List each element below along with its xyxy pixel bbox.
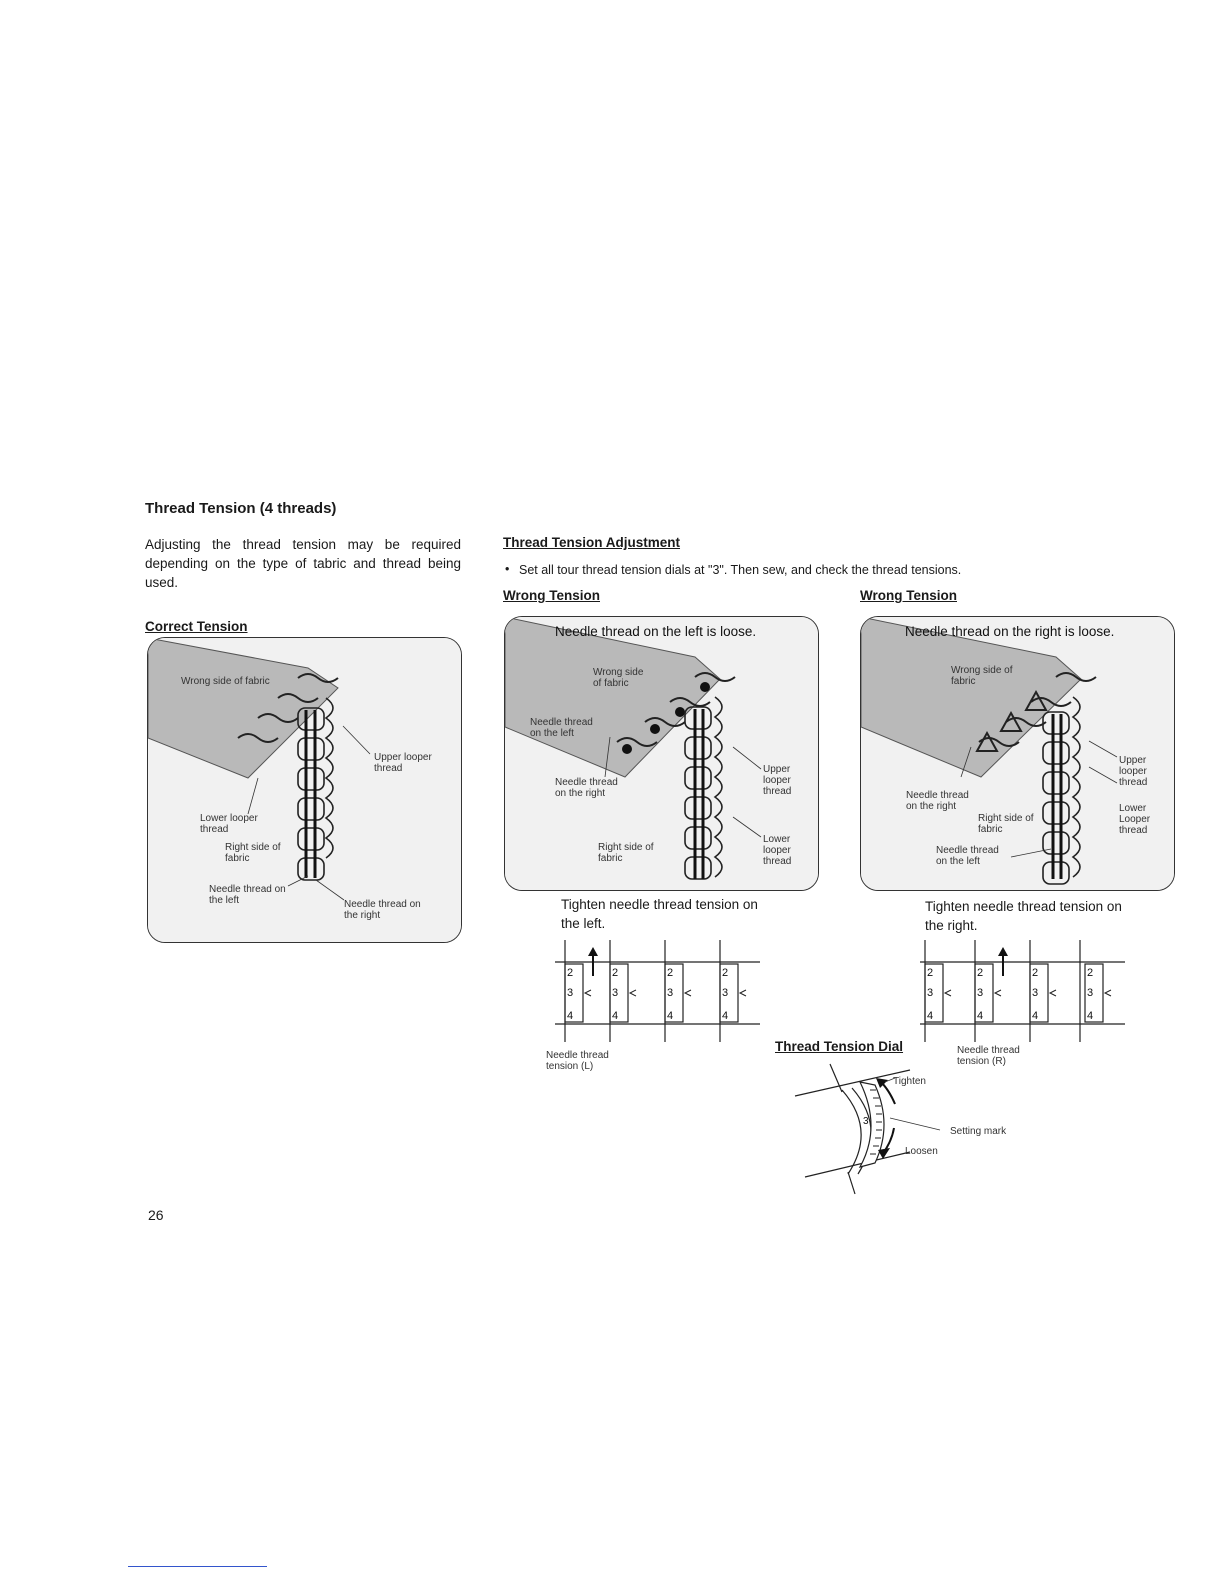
footer-rule: [128, 1566, 267, 1567]
dial-l3-num-2: 2: [667, 967, 674, 979]
bullet: •: [505, 562, 510, 576]
dial-r2-num-2: 2: [977, 967, 984, 979]
wrong-right-caption: Tighten needle thread tension on the right.: [925, 899, 1122, 933]
wr-label-lower-looper: Lower Looper thread: [1119, 803, 1151, 836]
dial-r4-num-4: 4: [1087, 1010, 1094, 1022]
tension-dial-illustration: [790, 1062, 970, 1197]
wl-label-lower-looper: Lower looper thread: [763, 834, 792, 867]
wl-label-right-side: Right side of fabric: [598, 842, 654, 864]
adjustment-instruction: Set all tour thread tension dials at "3". Then sew, and check the thread tensions.: [519, 563, 962, 577]
wl-label-needle-left: Needle thread on the left: [530, 717, 593, 739]
wr-label-upper-looper: Upper looper thread: [1119, 755, 1148, 788]
dial-l1-num-4: 4: [567, 1010, 574, 1022]
dial-l4-num-4: 4: [722, 1010, 729, 1022]
label-wrong-side: Wrong side of fabric: [181, 676, 270, 687]
dial-l3-num-3: 3: [667, 987, 674, 999]
dial-l4-num-2: 2: [722, 967, 729, 979]
label-lower-looper: Lower looper thread: [200, 813, 258, 835]
label-right-side: Right side of fabric: [225, 842, 281, 864]
label-needle-right: Needle thread on the right: [344, 899, 421, 921]
dial-r1-num-2: 2: [927, 967, 934, 979]
intro-paragraph: Adjusting the thread tension may be required depending on the type of tabric and thread being used.: [145, 537, 461, 590]
wrong-right-figure: [860, 616, 1175, 891]
dial-r3-num-3: 3: [1032, 987, 1039, 999]
wrong-left-figure: [504, 616, 819, 891]
wrong-left-caption: Tighten needle thread tension on the left.: [561, 897, 758, 931]
wr-label-right-side: Right side of fabric: [978, 813, 1034, 835]
dial-l2-num-2: 2: [612, 967, 619, 979]
wrong-right-stitch-illustration: [861, 617, 1174, 890]
dial-r1-num-3: 3: [927, 987, 934, 999]
dial-r3-num-4: 4: [1032, 1010, 1039, 1022]
dial-l4-num-3: 3: [722, 987, 729, 999]
dial-label-left: Needle thread tension (L): [546, 1050, 609, 1072]
dial-r4-num-2: 2: [1087, 967, 1094, 979]
wrong-tension-left-heading: Wrong Tension: [503, 588, 600, 603]
dial-tighten-label: Tighten: [893, 1076, 926, 1087]
dial-l1-num-2: 2: [567, 967, 574, 979]
dial-number: 3: [863, 1116, 869, 1127]
dial-r4-num-3: 3: [1087, 987, 1094, 999]
wrong-tension-right-heading: Wrong Tension: [860, 588, 957, 603]
wr-label-needle-right: Needle thread on the right: [906, 790, 969, 812]
page-number: 26: [148, 1207, 164, 1223]
dial-row-left: [555, 938, 765, 1048]
dial-label-right: Needle thread tension (R): [957, 1045, 1020, 1067]
wrong-right-title: Needle thread on the right is loose.: [905, 624, 1115, 639]
adjustment-heading: Thread Tension Adjustment: [503, 535, 681, 550]
dial-r1-num-4: 4: [927, 1010, 934, 1022]
dial-row-right: [920, 938, 1130, 1048]
dial-l2-num-4: 4: [612, 1010, 619, 1022]
correct-tension-figure: [147, 637, 462, 943]
wl-label-wrong-side: Wrong side of fabric: [593, 667, 644, 689]
dial-r2-num-4: 4: [977, 1010, 984, 1022]
dial-l2-num-3: 3: [612, 987, 619, 999]
dial-l3-num-4: 4: [667, 1010, 674, 1022]
wl-label-upper-looper: Upper looper thread: [763, 764, 792, 797]
dial-l1-num-3: 3: [567, 987, 574, 999]
correct-tension-heading: Correct Tension: [145, 619, 248, 634]
dial-heading: Thread Tension Dial: [775, 1039, 904, 1054]
wr-label-wrong-side: Wrong side of fabric: [951, 665, 1013, 687]
wrong-left-title: Needle thread on the left is loose.: [555, 624, 757, 639]
wr-label-needle-left: Needle thread on the left: [936, 845, 999, 867]
section-title: Thread Tension (4 threads): [145, 500, 337, 517]
dial-r3-num-2: 2: [1032, 967, 1039, 979]
dial-loosen-label: Loosen: [905, 1146, 938, 1157]
label-needle-left: Needle thread on the left: [209, 884, 286, 906]
dial-setting-mark-label: Setting mark: [950, 1126, 1007, 1137]
wl-label-needle-right: Needle thread on the right: [555, 777, 618, 799]
dial-r2-num-3: 3: [977, 987, 984, 999]
label-upper-looper: Upper looper thread: [374, 752, 432, 774]
